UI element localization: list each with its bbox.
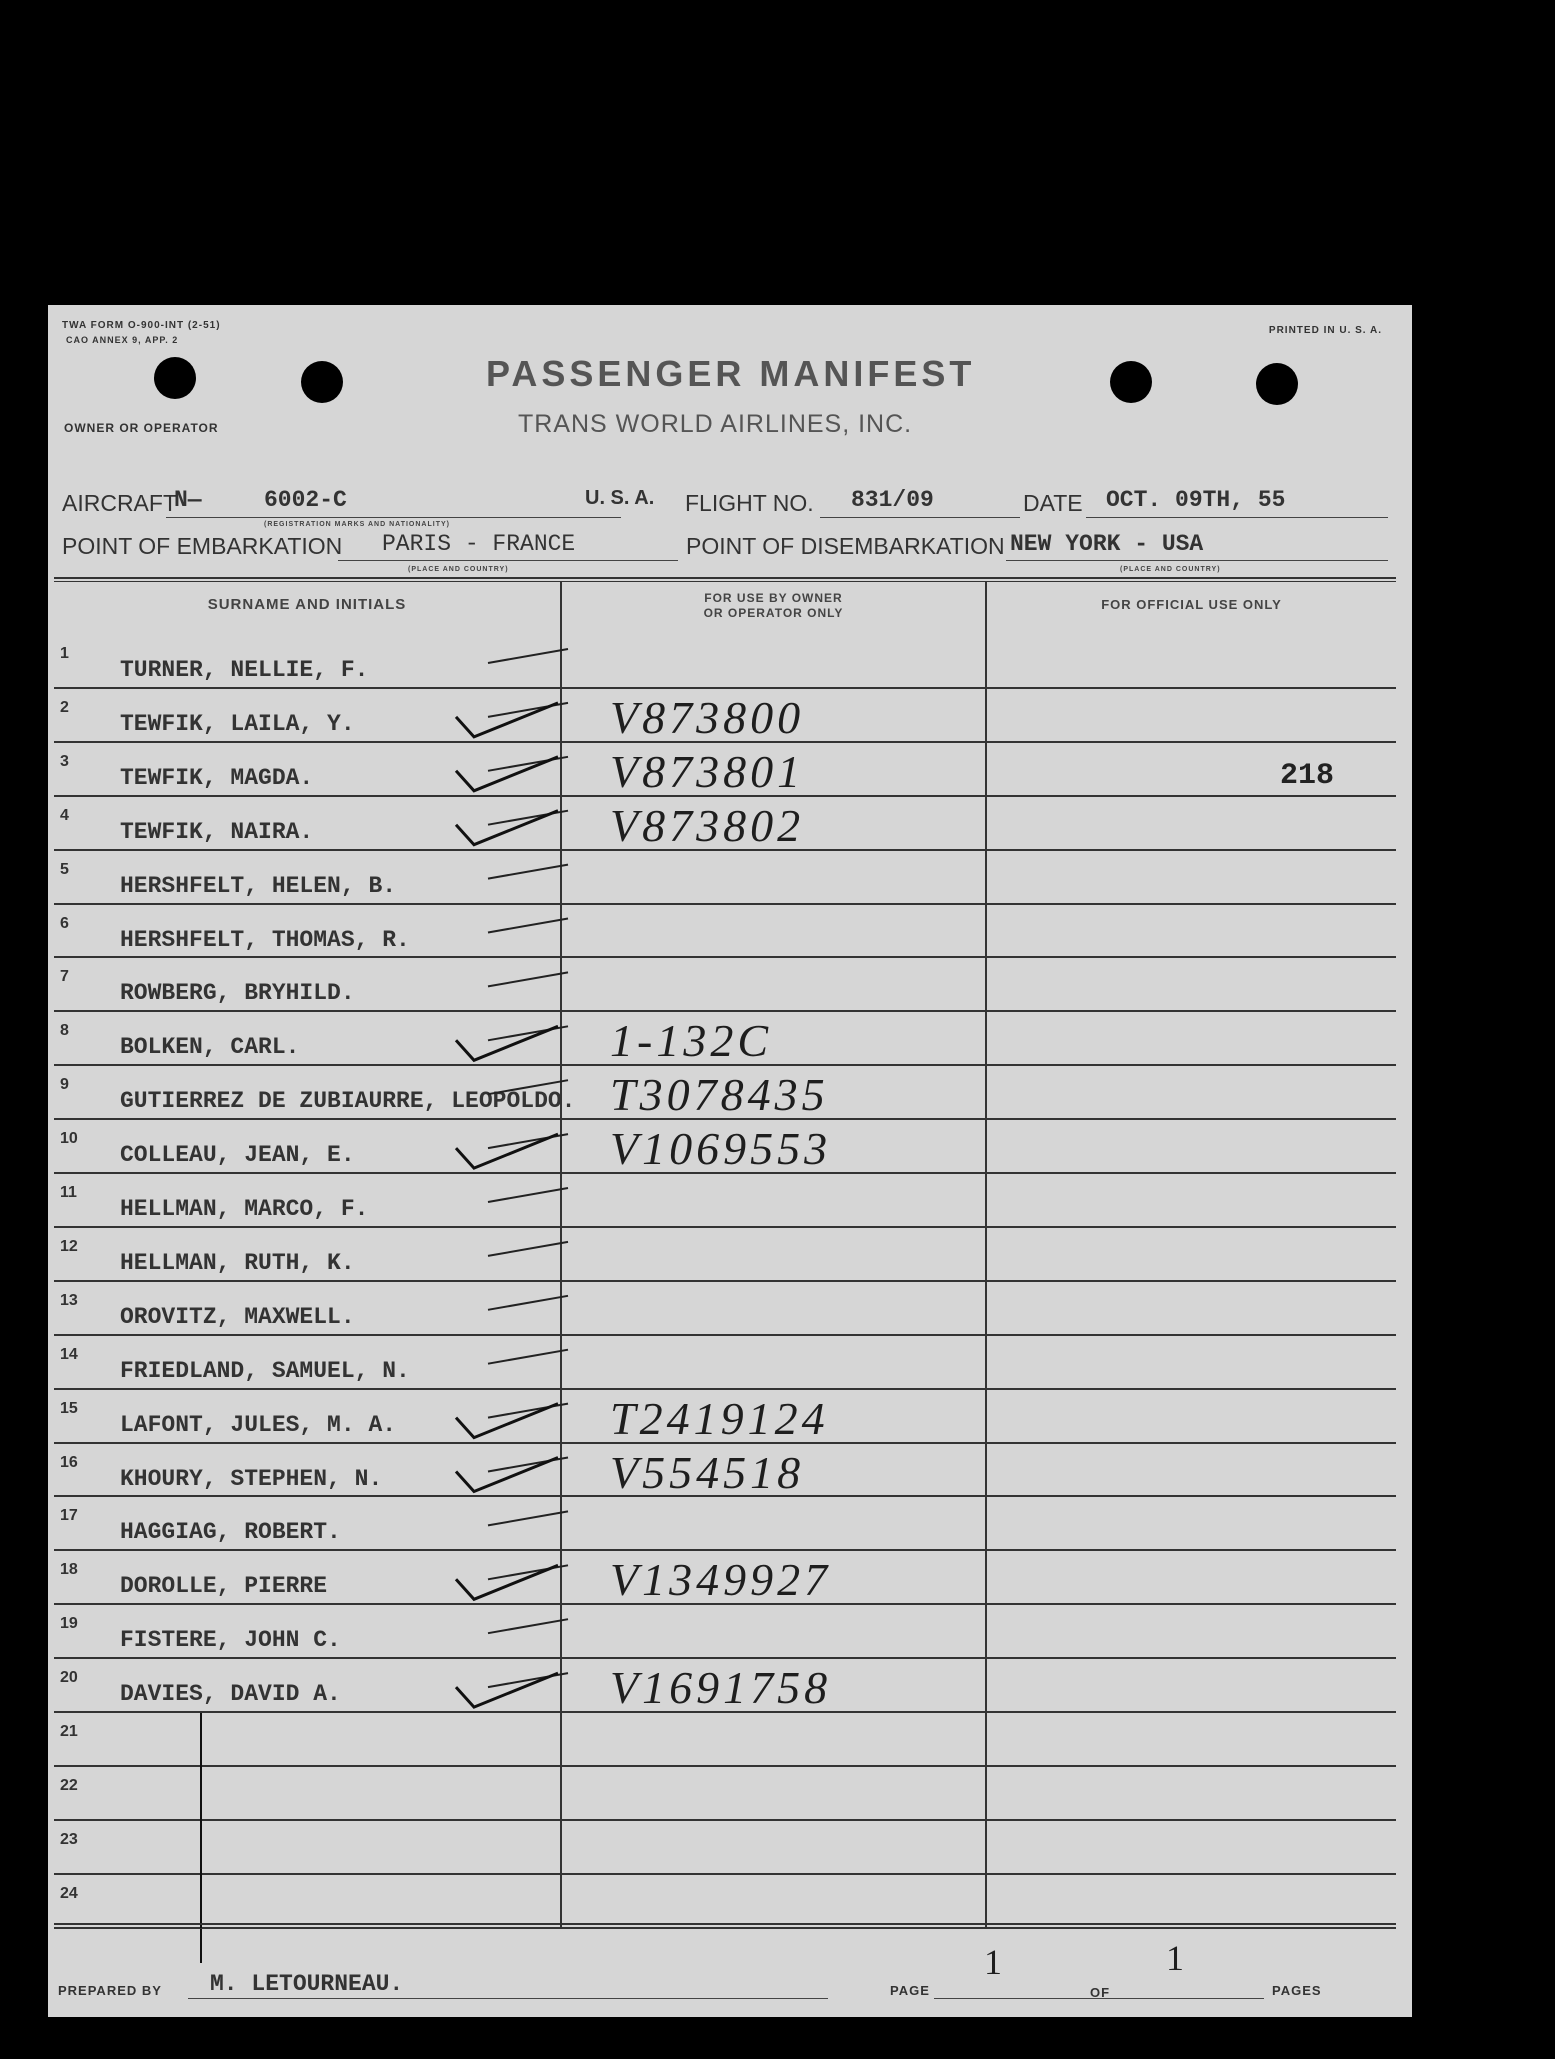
passport-number: V1691758 [610, 1662, 832, 1713]
flight-no-value: 831/09 [851, 487, 934, 513]
check-mark [456, 703, 558, 737]
passenger-name: GUTIERREZ DE ZUBIAURRE, LEOPOLDO. [120, 1088, 576, 1114]
row-number: 15 [60, 1400, 78, 1417]
aircraft-label: AIRCRAFT [62, 490, 177, 516]
owner-label: OWNER OR OPERATOR [64, 421, 219, 435]
col-header-owner-2: OR OPERATOR ONLY [703, 606, 844, 620]
passport-number: V1069553 [610, 1123, 832, 1174]
passenger-name: HAGGIAG, ROBERT. [120, 1519, 341, 1545]
col-header-owner-1: FOR USE BY OWNER [704, 591, 843, 605]
form-title: PASSENGER MANIFEST [486, 353, 976, 394]
passport-number: T3078435 [610, 1069, 829, 1120]
passenger-name: DAVIES, DAVID A. [120, 1681, 341, 1707]
check-mark [456, 1404, 558, 1438]
check-mark [456, 1673, 558, 1707]
tally-dash [488, 865, 568, 879]
manifest-sheet [48, 305, 1412, 2017]
row-number: 17 [60, 1507, 78, 1524]
passenger-name: HERSHFELT, HELEN, B. [120, 873, 397, 899]
prepared-value: M. LETOURNEAU. [210, 1971, 404, 1997]
disembark-label: POINT OF DISEMBARKATION [686, 533, 1005, 559]
row-number: 13 [60, 1292, 78, 1309]
passport-number: V1349927 [610, 1554, 832, 1605]
passenger-name: BOLKEN, CARL. [120, 1034, 300, 1060]
row-number: 11 [60, 1184, 77, 1201]
passenger-name: HELLMAN, MARCO, F. [120, 1196, 369, 1222]
void-line [200, 1713, 202, 1963]
check-mark [456, 757, 558, 791]
row-number: 23 [60, 1831, 78, 1848]
passport-number: 1-132C [610, 1015, 772, 1066]
passenger-name: TEWFIK, LAILA, Y. [120, 711, 355, 737]
tally-dash [488, 1619, 568, 1633]
passenger-name: LAFONT, JULES, M. A. [120, 1412, 397, 1438]
row-number: 3 [60, 753, 69, 770]
row-number: 21 [60, 1723, 78, 1740]
row-number: 1 [60, 645, 69, 662]
row-number: 24 [60, 1885, 78, 1902]
of-value: 1 [1166, 1938, 1188, 1978]
embark-note: (PLACE AND COUNTRY) [408, 566, 509, 573]
row-number: 10 [60, 1130, 78, 1147]
tally-dash [488, 1511, 568, 1525]
passenger-name: HERSHFELT, THOMAS, R. [120, 927, 410, 953]
row-number: 16 [60, 1454, 78, 1471]
embark-value: PARIS - FRANCE [382, 531, 576, 557]
passenger-name: FRIEDLAND, SAMUEL, N. [120, 1358, 410, 1384]
passport-number: V873802 [610, 800, 805, 851]
row-number: 19 [60, 1615, 78, 1632]
of-label: OF [1090, 1985, 1111, 2000]
flight-no-label: FLIGHT NO. [685, 490, 814, 516]
tally-dash [488, 1080, 568, 1094]
row-number: 2 [60, 699, 69, 716]
check-marks-layer [48, 305, 1412, 2017]
tally-dash [488, 1188, 568, 1202]
passenger-name: TEWFIK, MAGDA. [120, 765, 314, 791]
passenger-name: DOROLLE, PIERRE [120, 1573, 328, 1599]
tally-dash [488, 1296, 568, 1310]
passenger-name: FISTERE, JOHN C. [120, 1627, 341, 1653]
aircraft-note: (REGISTRATION MARKS AND NATIONALITY) [264, 521, 450, 528]
tally-dash [488, 919, 568, 933]
passenger-name: OROVITZ, MAXWELL. [120, 1304, 355, 1330]
tally-dash [488, 1350, 568, 1364]
aircraft-prefix: N— [174, 487, 202, 513]
disembark-value: NEW YORK - USA [1010, 531, 1204, 557]
official-use-entry: 218 [1280, 759, 1335, 793]
date-value: OCT. 09TH, 55 [1106, 487, 1286, 513]
col-header-surname: SURNAME AND INITIALS [207, 596, 407, 613]
row-number: 18 [60, 1561, 78, 1578]
passenger-name: KHOURY, STEPHEN, N. [120, 1466, 383, 1492]
pages-label: PAGES [1272, 1983, 1322, 1998]
row-number: 14 [60, 1346, 78, 1363]
row-number: 22 [60, 1777, 78, 1794]
tally-dash [488, 972, 568, 986]
row-number: 12 [60, 1238, 78, 1255]
page-value: 1 [984, 1942, 1006, 1982]
check-mark [456, 1026, 558, 1060]
passport-number: V554518 [610, 1447, 805, 1498]
row-number: 4 [60, 807, 69, 824]
nationality: U. S. A. [585, 487, 655, 509]
aircraft-value: 6002-C [264, 487, 347, 513]
prepared-label: PREPARED BY [58, 1983, 162, 1998]
date-label: DATE [1023, 490, 1083, 516]
row-number: 5 [60, 861, 69, 878]
page-label: PAGE [890, 1983, 930, 1998]
embark-label: POINT OF EMBARKATION [62, 533, 343, 559]
printed-in: PRINTED IN U. S. A. [1268, 325, 1382, 336]
col-header-official: FOR OFFICIAL USE ONLY [1101, 597, 1282, 612]
tally-dash [488, 1242, 568, 1256]
form-annex: CAO ANNEX 9, APP. 2 [66, 335, 179, 345]
passenger-name: TEWFIK, NAIRA. [120, 819, 314, 845]
passport-number: V873800 [610, 692, 805, 743]
passenger-name: HELLMAN, RUTH, K. [120, 1250, 355, 1276]
check-mark [456, 811, 558, 845]
tally-dash [488, 649, 568, 663]
passenger-name: TURNER, NELLIE, F. [120, 657, 369, 683]
passport-number: V873801 [610, 746, 805, 797]
row-number: 7 [60, 968, 69, 985]
passport-number: T2419124 [610, 1393, 829, 1444]
check-mark [456, 1458, 558, 1492]
passenger-name: COLLEAU, JEAN, E. [120, 1142, 355, 1168]
form-code: TWA FORM O-900-INT (2-51) [62, 320, 221, 331]
check-mark [456, 1134, 558, 1168]
row-number: 20 [60, 1669, 78, 1686]
operator-name: TRANS WORLD AIRLINES, INC. [518, 410, 913, 438]
passenger-name: ROWBERG, BRYHILD. [120, 980, 355, 1006]
check-mark [456, 1565, 558, 1599]
disembark-note: (PLACE AND COUNTRY) [1120, 566, 1221, 573]
row-number: 6 [60, 915, 69, 932]
row-number: 8 [60, 1022, 69, 1039]
row-number: 9 [60, 1076, 69, 1093]
